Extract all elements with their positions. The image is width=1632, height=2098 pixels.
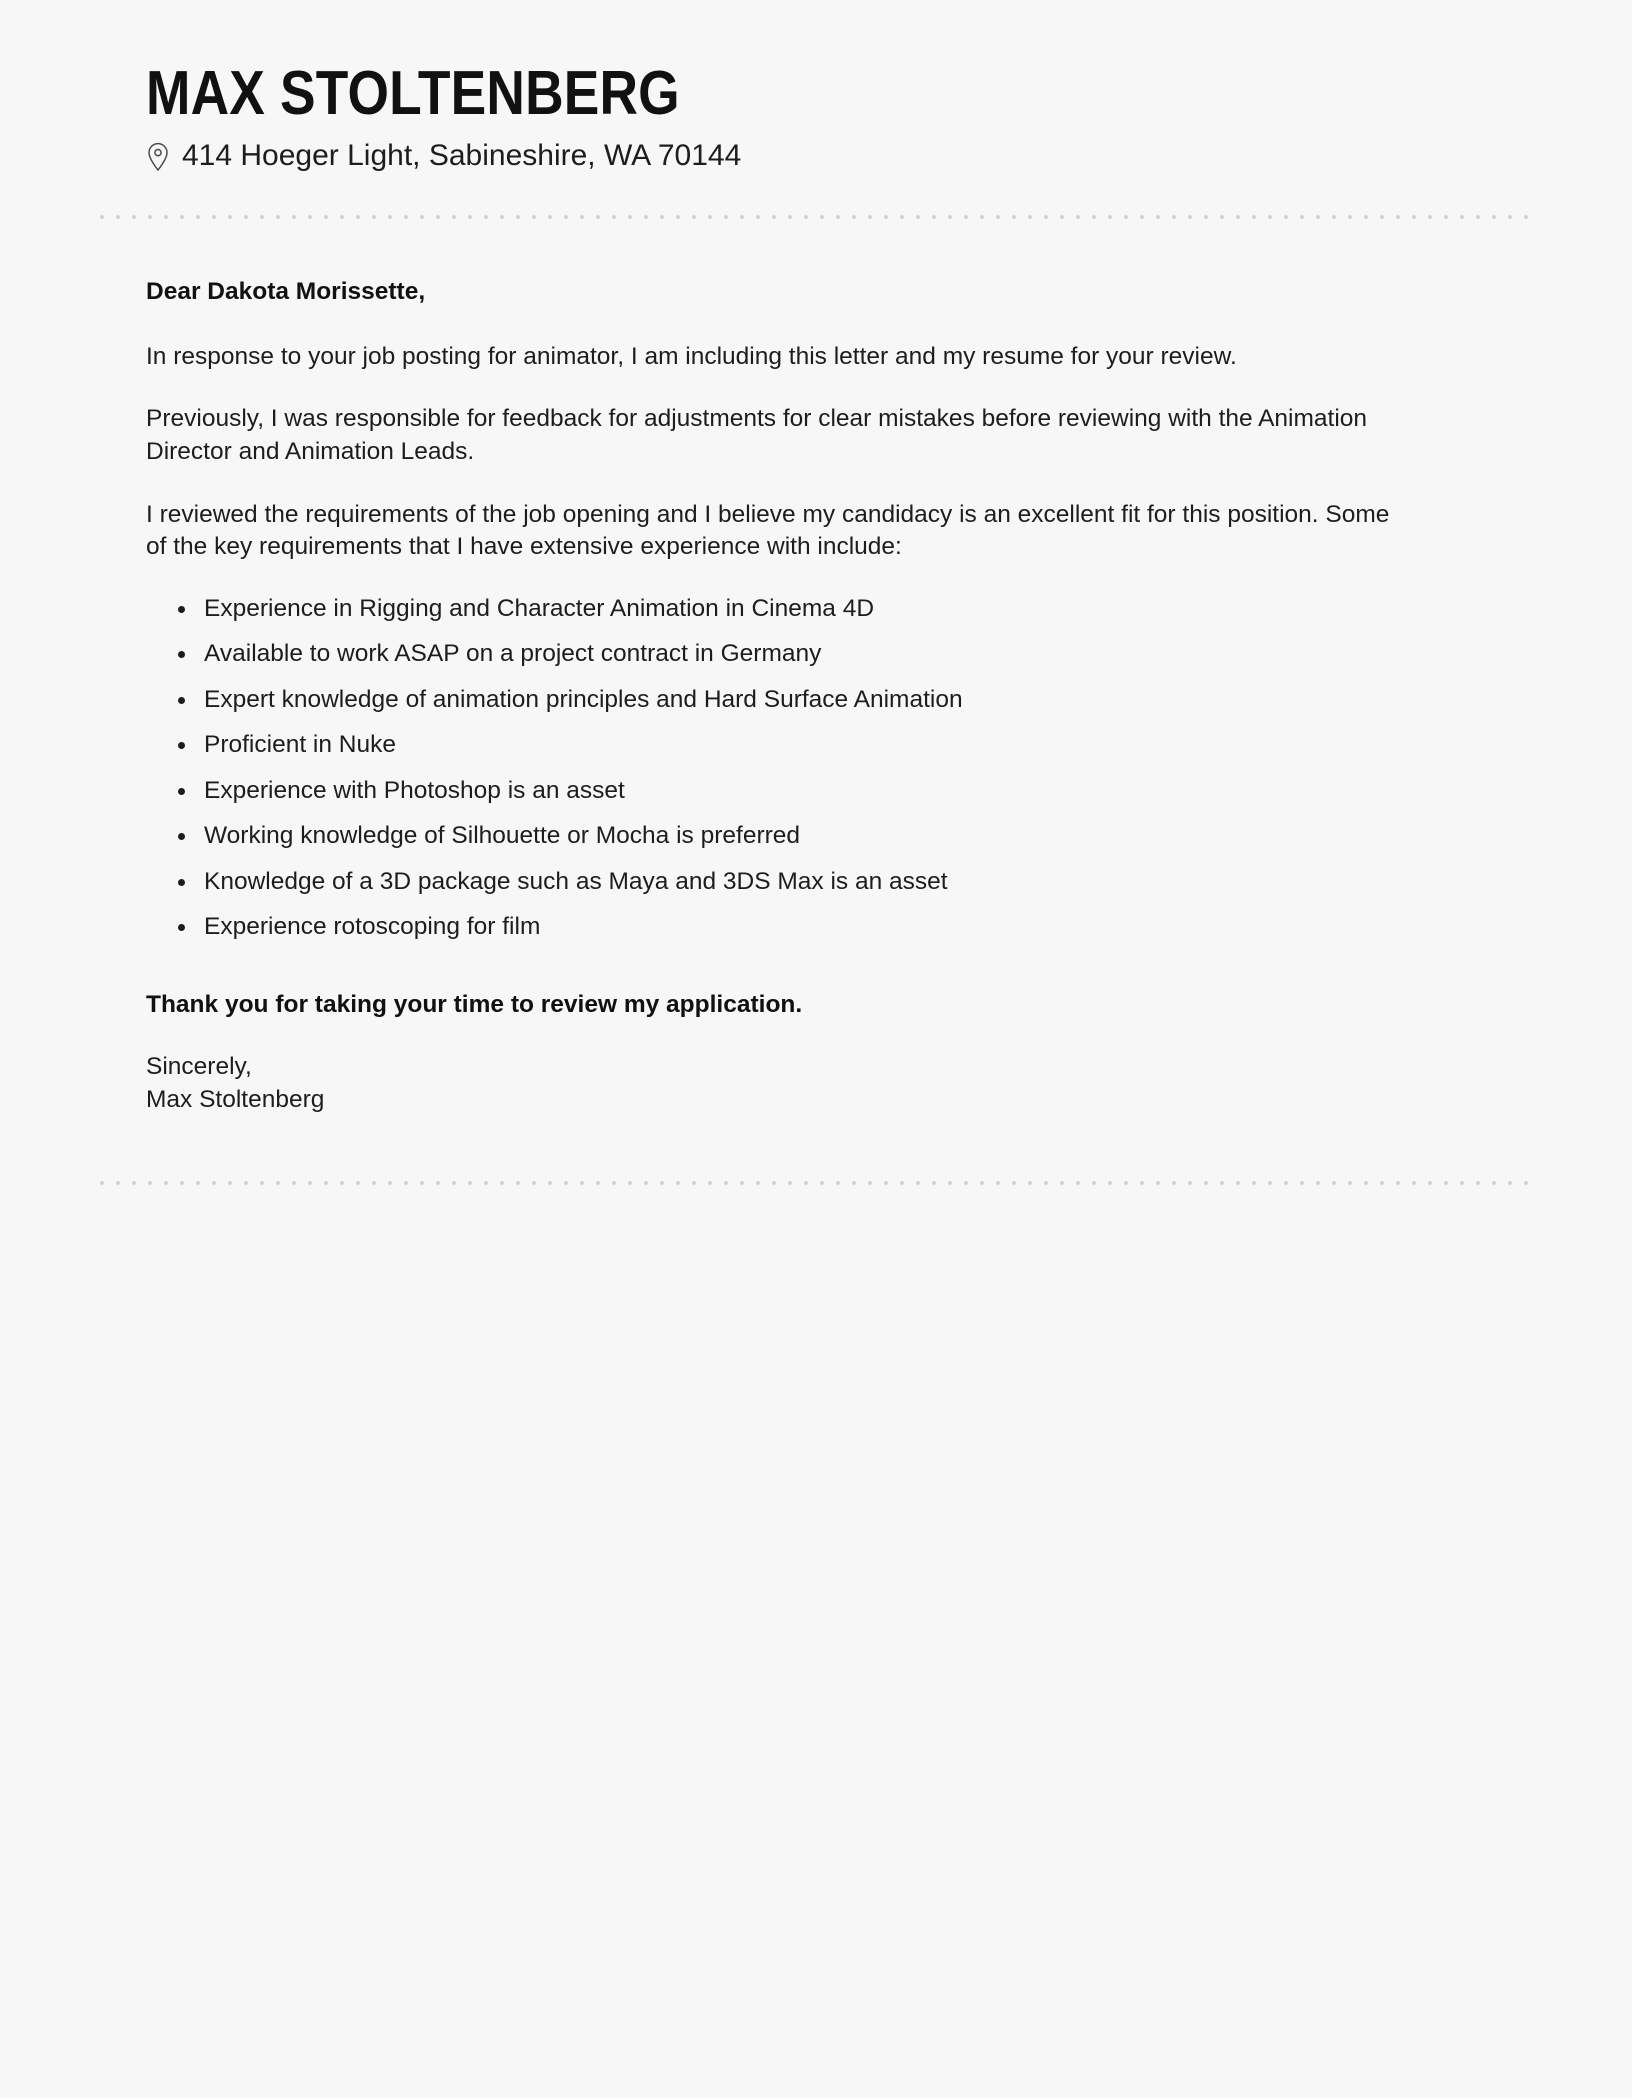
letter-body [0,276,1632,1180]
paragraph-experience: Previously, I was responsible for feedback for adjustments for clear mistakes before reviewing with the Animation Director and Animation Leads. [146,405,1368,465]
header-divider [94,214,1538,220]
qualifications-list [146,594,1474,943]
list-item: Experience rotoscoping for film [204,912,1474,943]
address-text: 414 Hoeger Light, Sabineshire, WA 70144 [182,139,742,173]
signature-name: Max Stoltenberg [146,1085,325,1113]
list-item: Experience in Rigging and Character Animation in Cinema 4D [204,594,1474,625]
paragraph-intro: In response to your job posting for animator, I am including this letter and my resume for your review. [146,342,1237,370]
list-item: Available to work ASAP on a project contract in Germany [204,639,1474,670]
closing-thank-you: Thank you for taking your time to review my application. [146,990,803,1018]
list-item: Knowledge of a 3D package such as Maya and 3DS Max is an asset [204,867,1474,898]
map-pin-icon [146,142,170,172]
list-item: Proficient in Nuke [204,730,1474,761]
letter-header [0,0,1632,174]
page-title: MAX STOLTENBERG [146,59,680,128]
footer-divider [94,1180,1538,1186]
signature-block [146,1051,1486,1116]
salutation: Dear Dakota Morissette, [146,278,426,306]
list-item: Expert knowledge of animation principles and Hard Surface Animation [204,685,1474,716]
bottom-spacer [146,1116,1486,1180]
sign-off: Sincerely, [146,1053,252,1081]
list-item: Working knowledge of Silhouette or Mocha is preferred [204,821,1474,852]
list-item: Experience with Photoshop is an asset [204,776,1474,807]
contact-address-line [146,138,1632,174]
paragraph-requirements-intro: I reviewed the requirements of the job opening and I believe my candidacy is an excellent fit for this position. Some of the key requirements that I have extensive experience with include: [146,500,1390,561]
